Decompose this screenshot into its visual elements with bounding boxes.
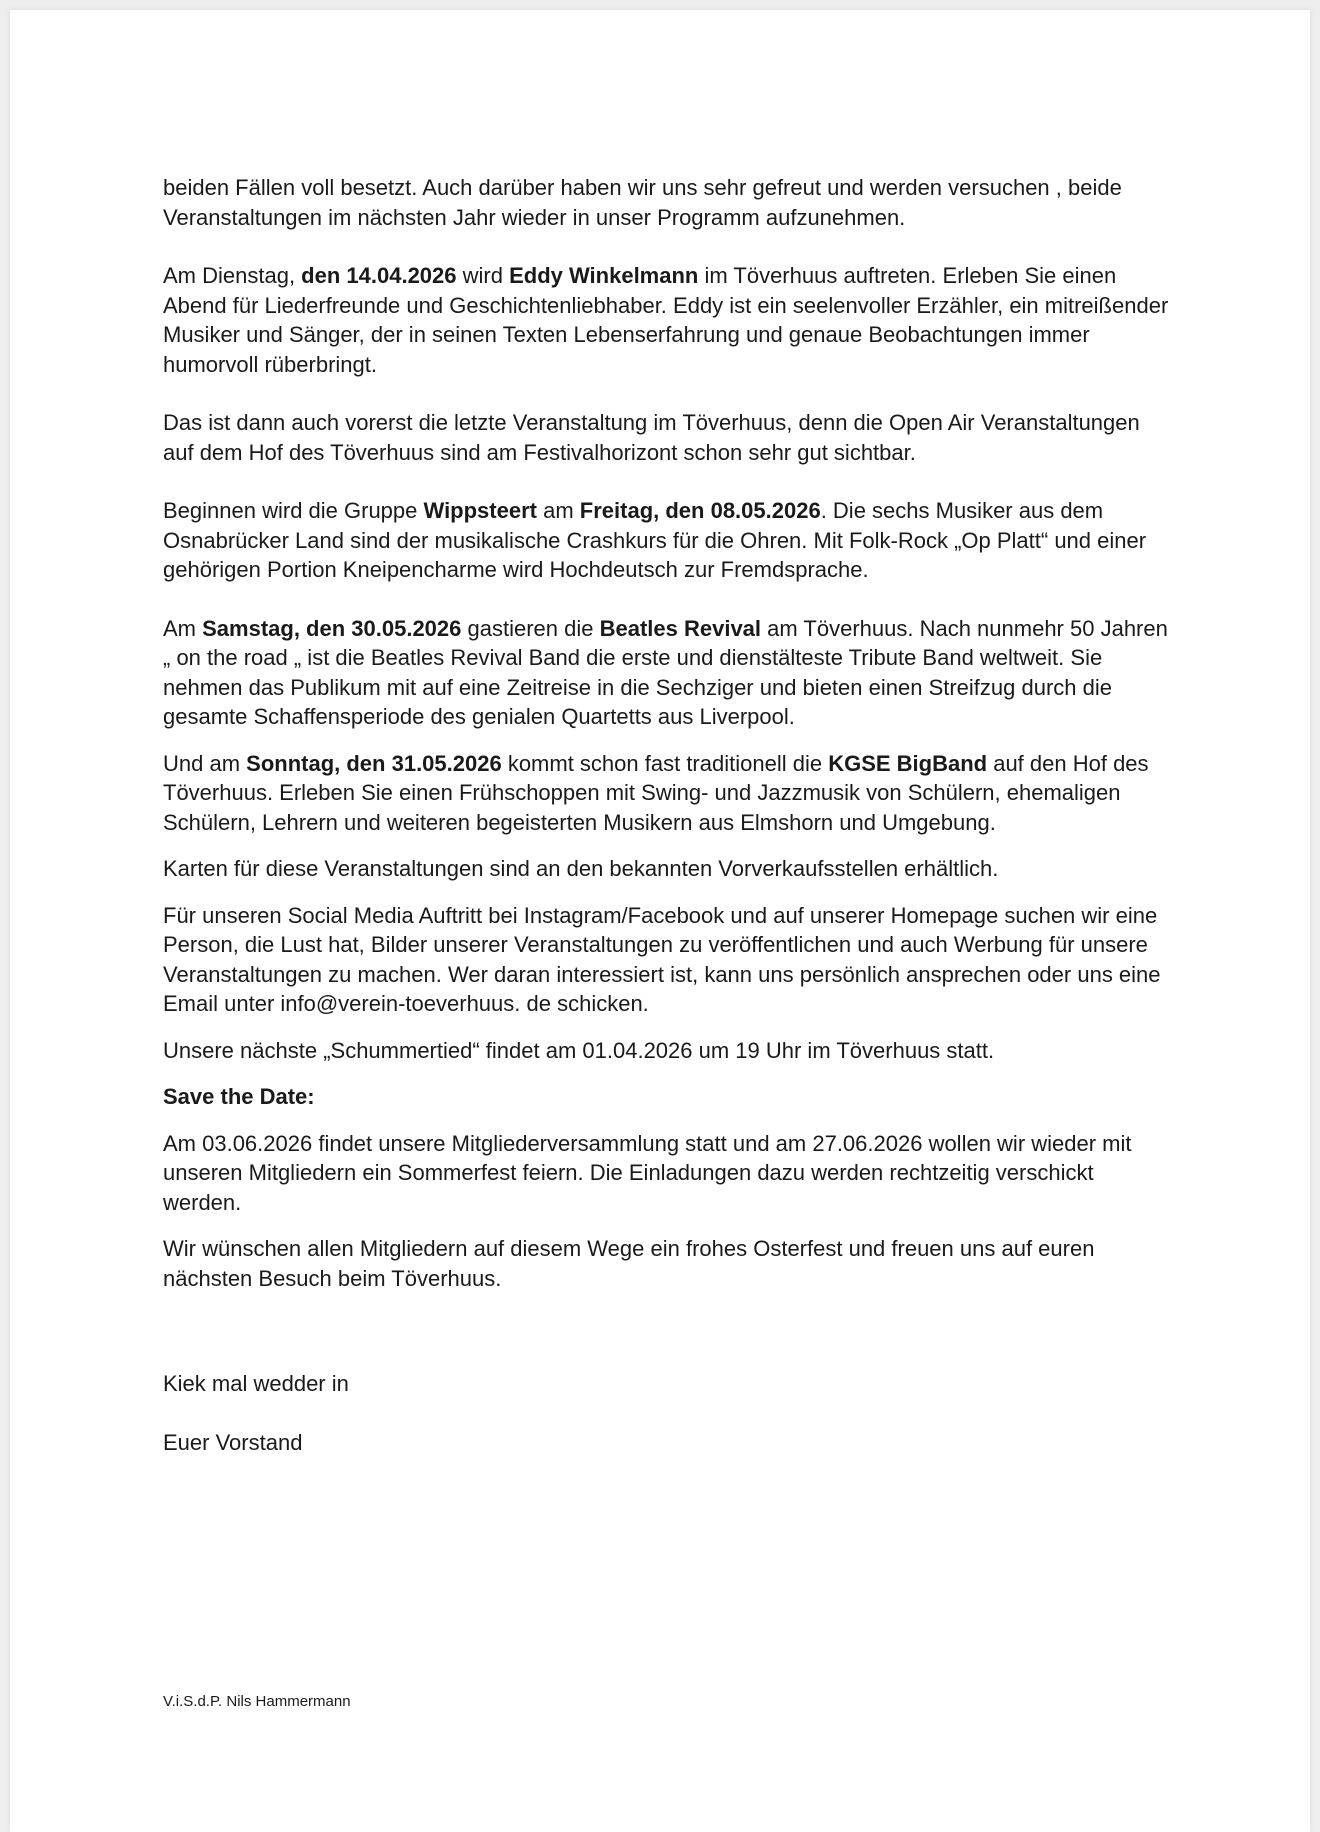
- closing-line: Kiek mal wedder in: [163, 1371, 349, 1396]
- text-span: gastieren die: [461, 615, 600, 641]
- bold-date: Sonntag, den 31.05.2026: [246, 750, 502, 776]
- letter-body: [163, 173, 1173, 1457]
- paragraph-easter-wishes: Wir wünschen allen Mitgliedern auf diesem Wege ein frohes Osterfest und freuen uns auf euren nächsten Besuch beim Töverhuus.: [163, 1236, 1095, 1291]
- text-span: am Töverhuus. Nach nunmehr 50 Jahren „ on the road „ ist die Beatles Revival Band die erste und dienstälteste Tribute Band weltweit. Sie nehmen das Publikum mit auf eine Zeitreise in die Sechziger und bieten einen Streifzug durch die gesamte Schaffensperiode des genialen Quartetts aus Liverpool.: [163, 615, 1168, 729]
- text-span: Am Dienstag,: [163, 263, 302, 288]
- text-span: Beginnen wird die Gruppe: [163, 498, 424, 523]
- text-span: auf den Hof des Töverhuus. Erleben Sie einen Frühschoppen mit Swing- und Jazzmusik von Schülern, ehemaligen Schülern, Lehrern und weiteren begeisterten Musikern aus Elmshorn und Umgebung.: [163, 750, 1149, 835]
- bold-heading: Save the Date:: [163, 1084, 315, 1109]
- bold-artist: Beatles Revival: [599, 615, 762, 641]
- paragraph-schummertied: Unsere nächste „Schummertied“ findet am 01.04.2026 um 19 Uhr im Töverhuus statt.: [163, 1037, 995, 1063]
- text-span: am: [536, 498, 580, 523]
- paragraph-beatles-revival: [163, 614, 1173, 732]
- paragraph-kgse-bigband: [163, 749, 1173, 838]
- paragraph-tickets: Karten für diese Veranstaltungen sind an den bekannten Vorverkaufsstellen erhältlich.: [163, 856, 999, 881]
- save-the-date-heading: [163, 1082, 1173, 1112]
- bold-date: Samstag, den 30.05.2026: [202, 615, 462, 641]
- paragraph-intro: beiden Fällen voll besetzt. Auch darüber haben wir uns sehr gefreut und werden versuchen , beide Veranstaltungen im nächsten Jahr wieder in unser Programm aufzunehmen.: [163, 175, 1122, 230]
- imprint-footer: V.i.S.d.P. Nils Hammermann: [163, 1693, 351, 1710]
- text-span: kommt schon fast traditionell die: [501, 750, 829, 776]
- paragraph-social-media: Für unseren Social Media Auftritt bei Instagram/Facebook und auf unserer Homepage suchen wir eine Person, die Lust hat, Bilder unserer Veranstaltungen zu veröffentlichen und auch Werbung für unsere Veranstaltungen zu machen. Wer daran interessiert ist, kann uns persönlich ansprechen oder uns eine Email unter info@verein-toeverhuus. de schicken.: [163, 902, 1161, 1016]
- bold-artist: KGSE BigBand: [828, 750, 988, 776]
- text-span: Und am: [163, 750, 247, 776]
- text-span: Am: [163, 615, 203, 641]
- paragraph-members-meeting: Am 03.06.2026 findet unsere Mitgliederversammlung statt und am 27.06.2026 wollen wir wieder mit unseren Mitgliedern ein Sommerfest feiern. Die Einladungen dazu werden rechtzeitig verschickt werden.: [163, 1130, 1132, 1215]
- text-span: . Die sechs Musiker aus dem Osnabrücker Land sind der musikalische Crashkurs für die Ohren. Mit Folk-Rock „Op Platt“ und einer gehörigen Portion Kneipencharme wird Hochdeutsch zur Fremdsprache.: [163, 498, 1147, 582]
- paragraph-eddy-winkelmann: [163, 261, 1173, 379]
- paragraph-wippsteert: [163, 496, 1173, 585]
- bold-artist: Wippsteert: [423, 498, 537, 523]
- document-page: [10, 10, 1310, 1832]
- text-span: im Töverhuus auftreten. Erleben Sie einen Abend für Liederfreunde und Geschichtenliebhaber. Eddy ist ein seelenvoller Erzähler, ein mitreißender Musiker und Sänger, der in seinen Texten Lebenserfahrung und genaue Beobachtungen immer humorvoll rüberbringt.: [163, 263, 1169, 377]
- text-span: wird: [456, 263, 510, 288]
- bold-date: Freitag, den 08.05.2026: [579, 498, 821, 523]
- bold-artist: Eddy Winkelmann: [509, 263, 699, 288]
- paragraph-open-air: Das ist dann auch vorerst die letzte Veranstaltung im Töverhuus, denn die Open Air Veranstaltungen auf dem Hof des Töverhuus sind am Festivalhorizont schon sehr gut sichtbar.: [163, 410, 1140, 465]
- bold-date: den 14.04.2026: [301, 263, 457, 288]
- signature: Euer Vorstand: [163, 1429, 303, 1455]
